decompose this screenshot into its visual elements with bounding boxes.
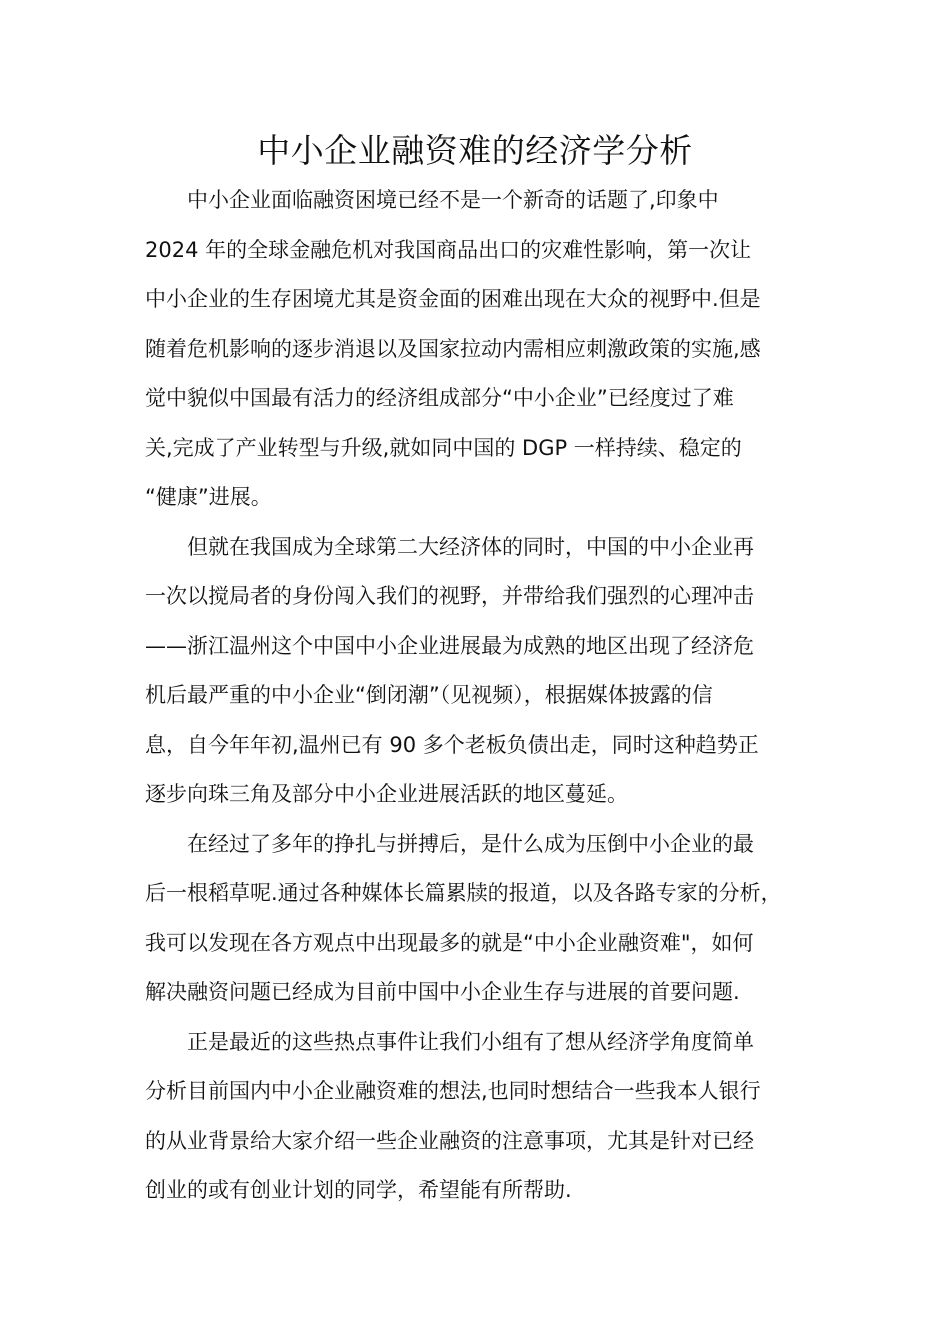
paragraph-line: 后一根稻草呢.通过各种媒体长篇累牍的报道，以及各路专家的分析， xyxy=(145,881,782,905)
paragraph-line: 正是最近的这些热点事件让我们小组有了想从经济学角度简单 xyxy=(187,1029,754,1054)
paragraph-line: 2024 年的全球金融危机对我国商品出口的灾难性影响，第一次让 xyxy=(145,237,752,262)
paragraph-line: 分析目前国内中小企业融资难的想法,也同时想结合一些我本人银行 xyxy=(145,1079,761,1103)
paragraph-3 xyxy=(145,820,810,1018)
paragraph-line: 中小企业面临融资困境已经不是一个新奇的话题了,印象中 xyxy=(187,188,719,212)
paragraph-line: 逐步向珠三角及部分中小企业进展活跃的地区蔓延。 xyxy=(145,782,628,806)
paragraph-2 xyxy=(145,523,810,820)
paragraph-line: 觉中貌似中国最有活力的经济组成部分“中小企业”已经度过了难 xyxy=(145,386,734,410)
paragraph-line: ——浙江温州这个中国中小企业进展最为成熟的地区出现了经济危 xyxy=(145,633,754,658)
paragraph-1 xyxy=(145,176,810,523)
paragraph-line: 机后最严重的中小企业“倒闭潮”（见视频），根据媒体披露的信 xyxy=(145,683,713,707)
paragraph-line: 在经过了多年的挣扎与拼搏后，是什么成为压倒中小企业的最 xyxy=(187,831,754,856)
document-title: 中小企业融资难的经济学分析 xyxy=(257,131,693,170)
paragraph-line: “健康”进展。 xyxy=(145,485,272,509)
paragraph-4 xyxy=(145,1018,810,1216)
document-body xyxy=(145,176,810,1216)
paragraph-line: 随着危机影响的逐步消退以及国家拉动内需相应刺激政策的实施,感 xyxy=(145,336,761,361)
paragraph-line: 创业的或有创业计划的同学，希望能有所帮助. xyxy=(145,1178,572,1202)
paragraph-line: 中小企业的生存困境尤其是资金面的困难出现在大众的视野中.但是 xyxy=(145,287,761,311)
paragraph-line: 的从业背景给大家介绍一些企业融资的注意事项，尤其是针对已经 xyxy=(145,1128,754,1153)
paragraph-line: 解决融资问题已经成为目前中国中小企业生存与进展的首要问题. xyxy=(145,980,740,1004)
paragraph-line: 关,完成了产业转型与升级,就如同中国的 DGP 一样持续、稳定的 xyxy=(145,435,742,460)
paragraph-line: 息，自今年年初,温州已有 90 多个老板负债出走，同时这种趋势正 xyxy=(145,732,759,757)
paragraph-line: 一次以搅局者的身份闯入我们的视野，并带给我们强烈的心理冲击 xyxy=(145,584,754,608)
paragraph-line: 我可以发现在各方观点中出现最多的就是“中小企业融资难"，如何 xyxy=(145,930,754,955)
paragraph-line: 但就在我国成为全球第二大经济体的同时，中国的中小企业再 xyxy=(187,534,754,559)
